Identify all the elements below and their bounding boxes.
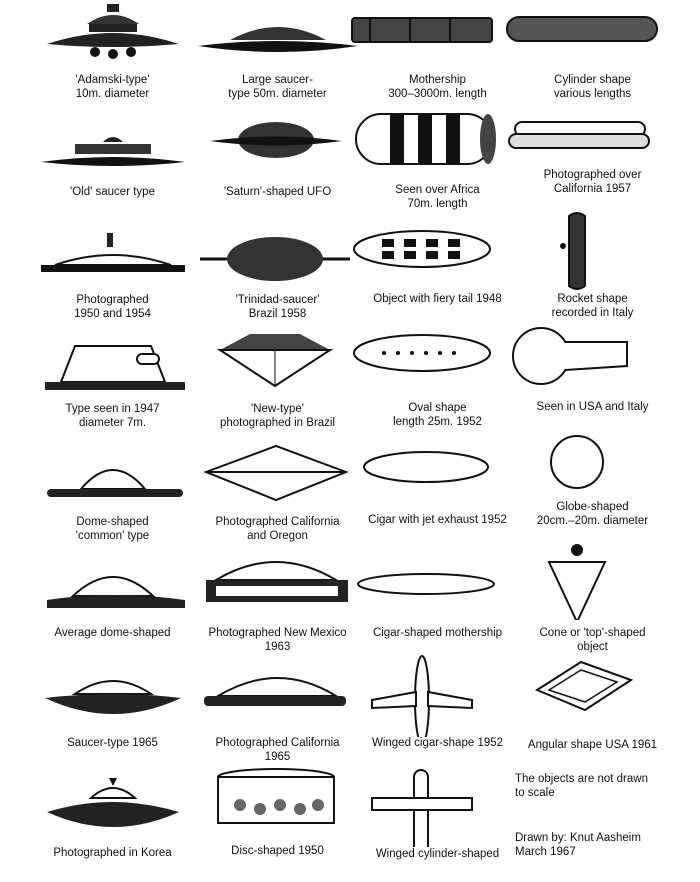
globe-drawing bbox=[505, 430, 680, 500]
oval-drawing bbox=[350, 325, 525, 395]
new-mexico-drawing bbox=[190, 550, 365, 620]
saturn-drawing bbox=[190, 112, 365, 182]
ufo-fiery-tail bbox=[350, 225, 525, 335]
ufo-type-1947 bbox=[25, 340, 200, 450]
caption-large-saucer: Large saucer- type 50m. diameter bbox=[228, 74, 327, 100]
angular-drawing bbox=[505, 660, 680, 730]
ufo-mothership bbox=[350, 2, 525, 112]
ufo-angular bbox=[505, 660, 680, 770]
caption-old-saucer: 'Old' saucer type bbox=[70, 186, 155, 198]
new-type-drawing bbox=[190, 320, 365, 390]
caption-cigar-jet: Cigar with jet exhaust 1952 bbox=[368, 514, 507, 526]
ufo-africa bbox=[350, 108, 525, 218]
caption-cigar-mothership: Cigar-shaped mothership bbox=[372, 627, 503, 639]
ufo-large-saucer bbox=[190, 2, 365, 112]
disc-1950-drawing bbox=[190, 764, 365, 836]
caption-new-type: 'New-type' photographed in Brazil bbox=[219, 403, 336, 429]
striped-cylinder-drawing bbox=[350, 108, 525, 178]
ufo-cone bbox=[505, 530, 680, 653]
ufo-adamski bbox=[25, 2, 200, 112]
caption-cylinder: Cylinder shape various lengths bbox=[553, 74, 632, 100]
ufo-rocket bbox=[505, 200, 680, 319]
ufo-disc-1950 bbox=[190, 764, 365, 874]
california-1965-drawing bbox=[190, 666, 365, 736]
caption-adamski: 'Adamski-type' 10m. diameter bbox=[75, 74, 150, 100]
ufo-new-mexico bbox=[190, 550, 365, 660]
ufo-winged-cylinder bbox=[350, 755, 525, 865]
caption-saturn: 'Saturn'-shaped UFO bbox=[223, 186, 332, 198]
cylinder-drawing bbox=[505, 2, 680, 72]
scale-note: The objects are not drawn to scale bbox=[515, 773, 648, 799]
ufo-korea bbox=[25, 772, 200, 882]
caption-africa: Seen over Africa 70m. length bbox=[395, 184, 480, 210]
flat-disc-drawing bbox=[25, 225, 200, 295]
caption-rocket: Rocket shape recorded in Italy bbox=[551, 293, 634, 319]
caption-winged-cylinder: Winged cylinder-shaped bbox=[375, 848, 500, 860]
caption-korea: Photographed in Korea bbox=[53, 847, 172, 859]
ufo-globe bbox=[505, 430, 680, 540]
bulb-shape-drawing bbox=[505, 320, 680, 390]
ufo-winged-cigar bbox=[350, 645, 525, 755]
adamski-saucer-drawing bbox=[25, 2, 200, 72]
caption-california-oregon: Photographed California and Oregon bbox=[215, 516, 340, 542]
caption-disc-1950: Disc-shaped 1950 bbox=[231, 845, 324, 857]
ufo-old-saucer bbox=[25, 130, 200, 240]
ufo-usa-italy bbox=[505, 320, 680, 430]
ufo-california-1965 bbox=[190, 666, 365, 776]
credit-note: Drawn by: Knut Aasheim March 1967 bbox=[515, 832, 641, 858]
ufo-saturn bbox=[190, 112, 365, 222]
large-saucer-drawing bbox=[190, 2, 365, 72]
caption-new-mexico: Photographed New Mexico 1963 bbox=[208, 627, 347, 653]
ufo-california-oregon bbox=[190, 440, 365, 550]
caption-globe: Globe-shaped 20cm.–20m. diameter bbox=[536, 501, 649, 527]
korea-saucer-drawing bbox=[25, 772, 200, 842]
ufo-photo-1950-1954 bbox=[25, 225, 200, 335]
caption-cone: Cone or 'top'-shaped object bbox=[539, 627, 646, 653]
winged-cylinder-drawing bbox=[350, 755, 525, 847]
caption-mothership: Mothership 300–3000m. length bbox=[388, 74, 487, 100]
caption-type-1947: Type seen in 1947 diameter 7m. bbox=[65, 403, 160, 429]
cigar-mothership-drawing bbox=[350, 560, 525, 630]
caption-california-1965: Photographed California 1965 bbox=[215, 737, 340, 763]
caption-dome-common: Dome-shaped 'common' type bbox=[75, 516, 150, 542]
windowed-cigar-drawing bbox=[350, 225, 525, 295]
ufo-saucer-1965 bbox=[25, 670, 200, 780]
ufo-new-type bbox=[190, 320, 365, 430]
type-1947-drawing bbox=[25, 340, 200, 410]
ufo-oval bbox=[350, 325, 525, 435]
caption-trinidad: 'Trinidad-saucer' Brazil 1958 bbox=[235, 294, 320, 320]
cigar-jet-drawing bbox=[350, 445, 525, 515]
caption-winged-cigar: Winged cigar-shape 1952 bbox=[371, 737, 504, 749]
trinidad-saucer-drawing bbox=[190, 225, 365, 295]
caption-average-dome: Average dome-shaped bbox=[54, 627, 171, 639]
cone-drawing bbox=[505, 530, 680, 620]
caption-usa-italy: Seen in USA and Italy bbox=[536, 401, 649, 413]
diamond-saucer-drawing bbox=[190, 440, 365, 510]
rocket-drawing bbox=[505, 200, 680, 290]
ufo-dome-common bbox=[25, 455, 200, 565]
saucer-1965-drawing bbox=[25, 670, 200, 740]
caption-california-1957: Photographed over California 1957 bbox=[543, 169, 642, 195]
ufo-trinidad bbox=[190, 225, 365, 335]
winged-cigar-drawing bbox=[350, 645, 525, 737]
average-dome-drawing bbox=[25, 560, 200, 630]
ufo-cigar-jet bbox=[350, 445, 525, 555]
caption-oval: Oval shape length 25m. 1952 bbox=[393, 402, 482, 428]
caption-photo-1950-1954: Photographed 1950 and 1954 bbox=[74, 294, 151, 320]
ufo-average-dome bbox=[25, 560, 200, 670]
mothership-drawing bbox=[350, 2, 525, 72]
ufo-cylinder bbox=[505, 2, 680, 112]
caption-saucer-1965: Saucer-type 1965 bbox=[67, 737, 158, 749]
caption-angular: Angular shape USA 1961 bbox=[527, 739, 658, 751]
caption-fiery-tail: Object with fiery tail 1948 bbox=[373, 293, 502, 305]
